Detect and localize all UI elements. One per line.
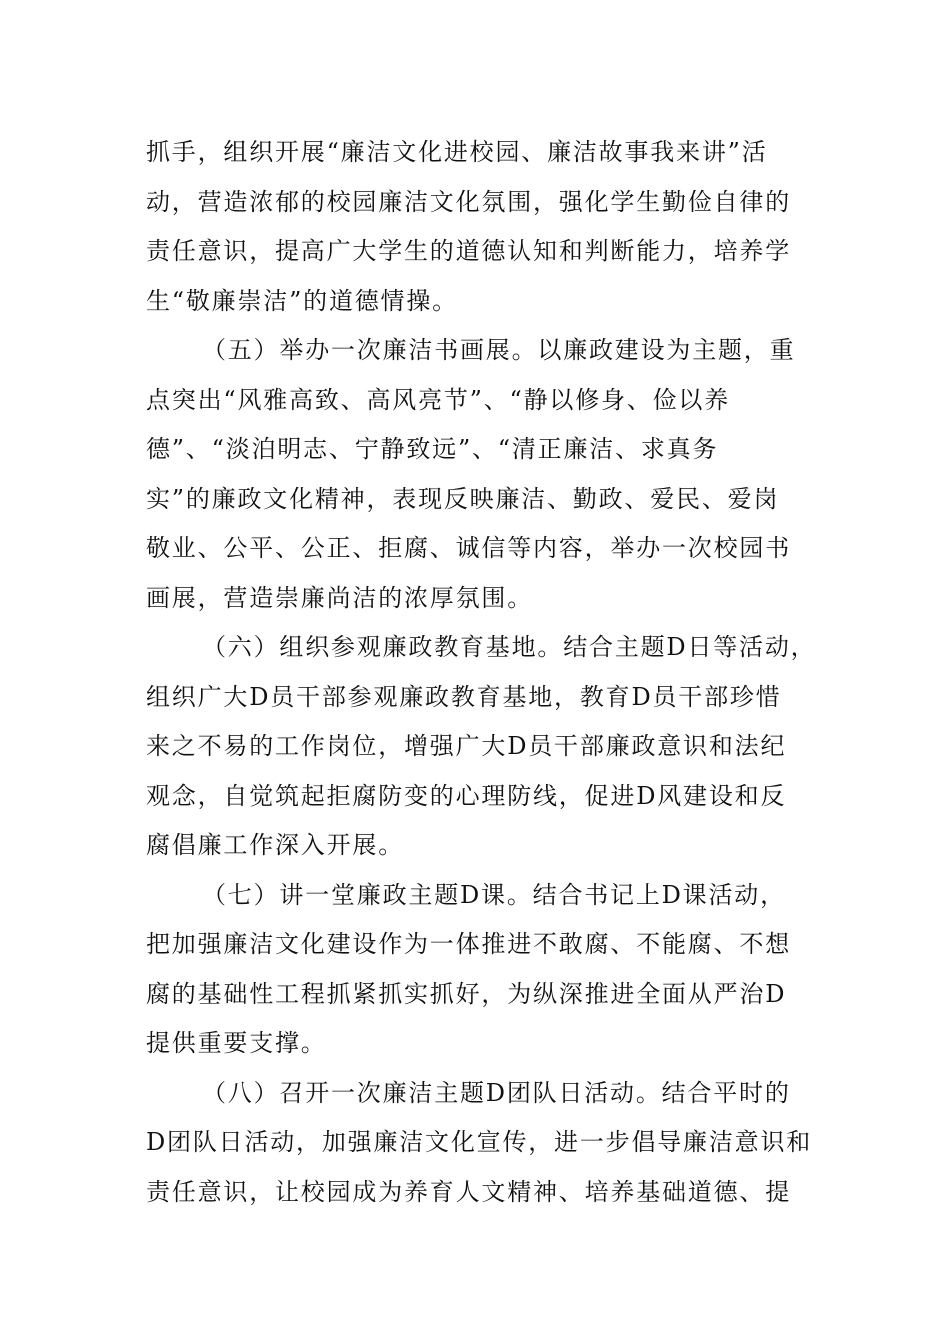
text-line: 观念，自觉筑起拒腐防变的心理防线，促进D风建设和反 xyxy=(146,781,787,810)
text-line: 抓手，组织开展“廉洁文化进校园、廉洁故事我来讲”活 xyxy=(146,138,768,166)
text-line: 提供重要支撑。 xyxy=(146,1029,327,1057)
text-line: 腐的基础性工程抓紧抓实抓好，为纵深推进全面从严治D xyxy=(146,979,787,1008)
paragraph-heading-line: （七）讲一堂廉政主题D课。结合书记上D课活动， xyxy=(202,880,786,909)
text-line: 责任意识，让校园成为养育人文精神、培养基础道德、提 xyxy=(146,1177,791,1206)
paragraph-heading-line: （八）召开一次廉洁主题D团队日活动。结合平时的 xyxy=(202,1078,791,1107)
text-line: 来之不易的工作岗位，增强广大D员干部廉政意识和法纪 xyxy=(146,732,787,760)
text-line: 敬业、公平、公正、拒腐、诚信等内容，举办一次校园书 xyxy=(146,534,791,562)
paragraph-heading-line: （五）举办一次廉洁书画展。以廉政建设为主题，重 xyxy=(202,336,796,364)
text-line: 生“敬廉崇洁”的道德情操。 xyxy=(146,286,458,315)
text-line: 腐倡廉工作深入开展。 xyxy=(146,831,404,859)
text-line: 实”的廉政文化精神，表现反映廉洁、勤政、爱民、爱岗 xyxy=(146,484,780,513)
text-line: 组织广大D员干部参观廉政教育基地，教育D员干部珍惜 xyxy=(146,682,782,711)
text-line: 把加强廉洁文化建设作为一体推进不敢腐、不能腐、不想 xyxy=(146,930,791,958)
paragraph-heading-line: （六）组织参观廉政教育基地。结合主题D日等活动， xyxy=(202,633,817,661)
text-line: 点突出“风雅高致、高风亮节”、“静以修身、俭以养 xyxy=(146,385,731,414)
text-line: D团队日活动，加强廉洁文化宣传，进一步倡导廉洁意识和 xyxy=(146,1128,813,1156)
text-line: 德”、“淡泊明志、宁静致远”、“清正廉洁、求真务 xyxy=(146,435,719,463)
text-line: 责任意识，提高广大学生的道德认知和判断能力，培养学 xyxy=(146,237,791,265)
text-line: 动，营造浓郁的校园廉洁文化氛围，强化学生勤俭自律的 xyxy=(146,187,791,216)
body-text xyxy=(146,128,817,1217)
text-line: 画展，营造崇廉尚洁的浓厚氛围。 xyxy=(146,583,533,612)
